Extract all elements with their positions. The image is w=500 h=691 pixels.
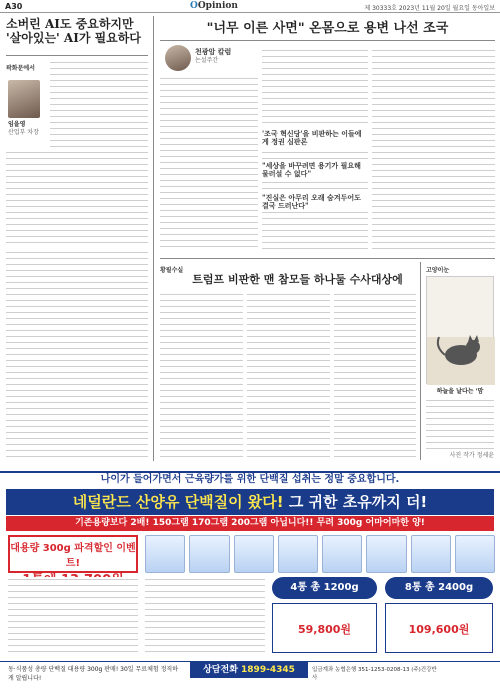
ad-top-line: 나이가 들어가면서 근육량가를 위한 단백질 섭취는 정말 중요합니다.: [100, 474, 400, 485]
lower-article-label: 황필수실: [160, 267, 184, 274]
ad-sub-banner: 기존용량보다 2배! 150그램 170그램 200그램 아닙니다!! 무려 300g 어마어마한 양!: [6, 516, 494, 531]
ad-phone-label: 상담전화: [203, 665, 238, 675]
ad-price-8: 109,600원: [408, 623, 470, 636]
lower-article-text-1: [160, 292, 243, 460]
divider: [6, 55, 148, 56]
ad-phone-number: 1899-4345: [241, 665, 295, 675]
section-title-text: Opinion: [197, 1, 238, 11]
ad-discount-title: 대용량 300g 파격할인 이벤트!: [10, 543, 136, 569]
product-image: [234, 535, 274, 573]
column-divider: [153, 16, 154, 461]
product-image: [145, 535, 185, 573]
divider: [160, 40, 495, 41]
left-column-title: 소버린 AI도 중요하지만 '살아있는' AI가 필요하다: [6, 17, 141, 45]
product-image-strip: [145, 535, 495, 573]
ad-text-middle: [145, 577, 265, 652]
left-column-intro-text: [50, 60, 148, 150]
cartoon-label: 고양이눈: [426, 267, 450, 274]
ad-bundle-8: 8통 총 2400g: [385, 577, 493, 599]
product-image: [366, 535, 406, 573]
author-photo: [8, 80, 40, 118]
ad-price-box-8: [385, 603, 493, 653]
lower-article-text-2: [247, 292, 330, 460]
ad-price-4: 59,800원: [297, 623, 352, 636]
author-name: 임을영: [8, 121, 26, 128]
ad-foot-note: 동·식품성 총량 단백질 대용량 300g 판매! 30일 무료체험 정직하게 알립니다!: [8, 666, 178, 682]
main-column-text-3: [372, 48, 495, 251]
ad-banner: [6, 489, 494, 515]
column-name: 곽화문에서: [6, 65, 35, 72]
byline-label: 천광암 칼럼: [195, 48, 232, 56]
cartoon-credit: 사진 작가 정세윤: [449, 452, 494, 459]
section-divider: [160, 258, 495, 259]
page-number: A30: [5, 2, 23, 11]
ad-phone[interactable]: [190, 662, 308, 678]
pull-quote-2: "세상을 바꾸려면 용기가 필요해 물러설 수 없다": [262, 160, 368, 180]
ad-price-box-4: [272, 603, 377, 653]
cartoon-image: [426, 276, 494, 384]
author-title: 산업부 차장: [8, 129, 39, 136]
product-image: [189, 535, 229, 573]
product-image: [322, 535, 362, 573]
product-image: [278, 535, 318, 573]
main-column-title: "너무 이른 사면" 온몸으로 용변 나선 조국: [206, 21, 449, 36]
product-image: [411, 535, 451, 573]
main-column-text-1: [160, 76, 258, 251]
ad-text-left: [8, 577, 138, 652]
product-image: [455, 535, 495, 573]
section-title: [190, 1, 238, 11]
ad-banner-main: 네덜란드 산양유 단백질이 왔다!: [72, 493, 284, 511]
cat-illustration: [427, 277, 495, 385]
left-column-body-text-2: [6, 250, 148, 460]
cartoon-description: [426, 398, 494, 450]
left-column-body-text: [6, 150, 148, 246]
main-column-text-2: [262, 48, 368, 251]
ad-banner-sub: 그 귀한 초유까지 더!: [288, 493, 428, 511]
byline-sub: 논설주간: [195, 57, 219, 64]
issue-date: 제 30333호 2023년 11월 20일 월요일 동아일보: [364, 5, 495, 12]
ad-bundle-4: 4통 총 1200g: [272, 577, 377, 599]
lower-article-text-3: [334, 292, 416, 460]
section-initial: O: [190, 1, 198, 11]
ad-discount-box: [8, 535, 138, 573]
cartoon-caption: 하늘을 날다는 '맘: [436, 388, 484, 395]
column-divider: [420, 262, 421, 460]
columnist-photo: [165, 45, 191, 71]
pull-quote-1: '조국 혁신당'을 비판하는 이들에게 정권 심판론: [262, 128, 368, 148]
lower-article-title: 트럼프 비판한 맨 참모들 하나둘 수사대상에: [192, 273, 403, 286]
pull-quote-3: "진실은 아무리 오래 숨겨두어도 결국 드러난다": [262, 192, 368, 212]
ad-account: 입금계좌 농협은행 351-1253-0208-13 (주)건강반사: [312, 667, 437, 681]
